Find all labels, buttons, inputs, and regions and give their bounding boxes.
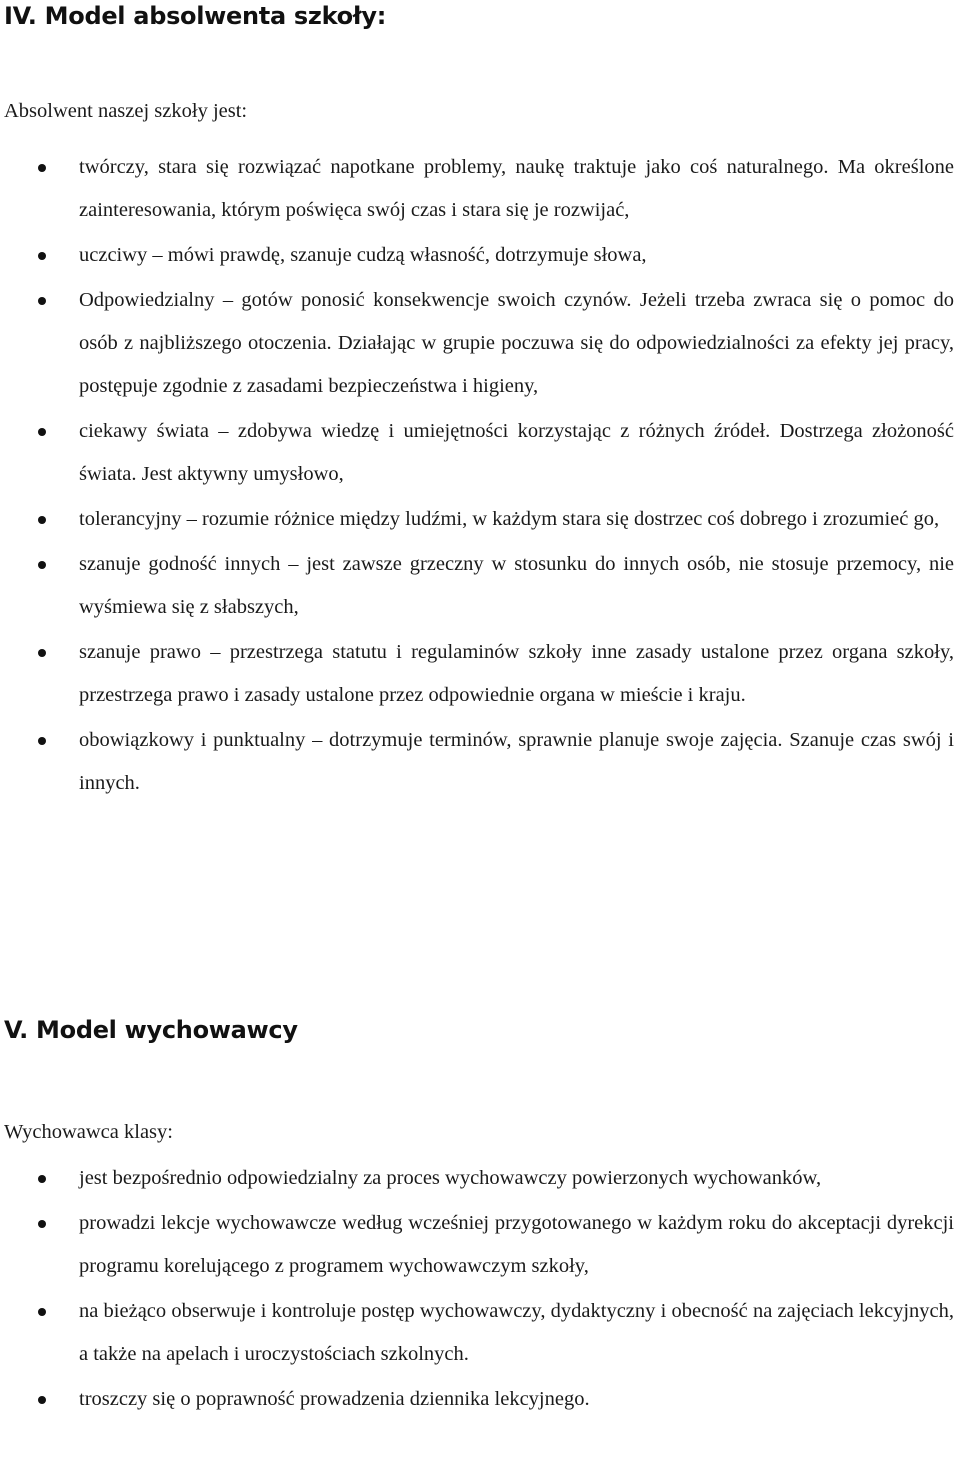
list-item: uczciwy – mówi prawdę, szanuje cudzą własność, dotrzymuje słowa, <box>0 234 956 277</box>
bullet-icon <box>38 297 46 305</box>
bullet-icon <box>38 649 46 657</box>
bullet-icon <box>38 1175 46 1183</box>
list-item: Odpowiedzialny – gotów ponosić konsekwencje swoich czynów. Jeżeli trzeba zwraca się o pomoc do osób z najbliższego otoczenia. Działając w grupie poczuwa się do odpowiedzialności za efekty jej pracy, postępuje zgodnie z zasadami bezpieczeństwa i higieny, <box>0 279 956 408</box>
list-item: tolerancyjny – rozumie różnice między ludźmi, w każdym stara się dostrzec coś dobrego i zrozumieć go, <box>0 498 956 541</box>
section-intro: Absolwent naszej szkoły jest: <box>4 100 248 122</box>
graduate-traits-list <box>0 146 956 807</box>
list-item: jest bezpośrednio odpowiedzialny za proces wychowawczy powierzonych wychowanków, <box>0 1157 956 1200</box>
list-item: obowiązkowy i punktualny – dotrzymuje terminów, sprawnie planuje swoje zajęcia. Szanuje czas swój i innych. <box>0 719 956 805</box>
bullet-icon <box>38 164 46 172</box>
bullet-icon <box>38 1308 46 1316</box>
bullet-icon <box>38 428 46 436</box>
list-item: szanuje prawo – przestrzega statutu i regulaminów szkoły inne zasady ustalone przez organa szkoły, przestrzega prawo i zasady ustalone przez odpowiednie organa w mieście i kraju. <box>0 631 956 717</box>
section-heading-teacher-model: V. Model wychowawcy <box>4 1016 298 1044</box>
list-item: troszczy się o poprawność prowadzenia dziennika lekcyjnego. <box>0 1378 956 1421</box>
section-intro: Wychowawca klasy: <box>4 1121 173 1143</box>
bullet-icon <box>38 561 46 569</box>
teacher-duties-list <box>0 1157 956 1423</box>
section-heading-graduate-model: IV. Model absolwenta szkoły: <box>4 2 387 30</box>
bullet-icon <box>38 516 46 524</box>
list-item: ciekawy świata – zdobywa wiedzę i umiejętności korzystając z różnych źródeł. Dostrzega złożoność świata. Jest aktywny umysłowo, <box>0 410 956 496</box>
bullet-icon <box>38 252 46 260</box>
list-item: twórczy, stara się rozwiązać napotkane problemy, naukę traktuje jako coś naturalnego. Ma określone zainteresowania, którym poświęca swój czas i stara się je rozwijać, <box>0 146 956 232</box>
list-item: prowadzi lekcje wychowawcze według wcześniej przygotowanego w każdym roku do akceptacji dyrekcji programu korelującego z programem wychowawczym szkoły, <box>0 1202 956 1288</box>
bullet-icon <box>38 1220 46 1228</box>
bullet-icon <box>38 1396 46 1404</box>
bullet-icon <box>38 737 46 745</box>
list-item: szanuje godność innych – jest zawsze grzeczny w stosunku do innych osób, nie stosuje przemocy, nie wyśmiewa się z słabszych, <box>0 543 956 629</box>
list-item: na bieżąco obserwuje i kontroluje postęp wychowawczy, dydaktyczny i obecność na zajęciach lekcyjnych, a także na apelach i uroczystościach szkolnych. <box>0 1290 956 1376</box>
